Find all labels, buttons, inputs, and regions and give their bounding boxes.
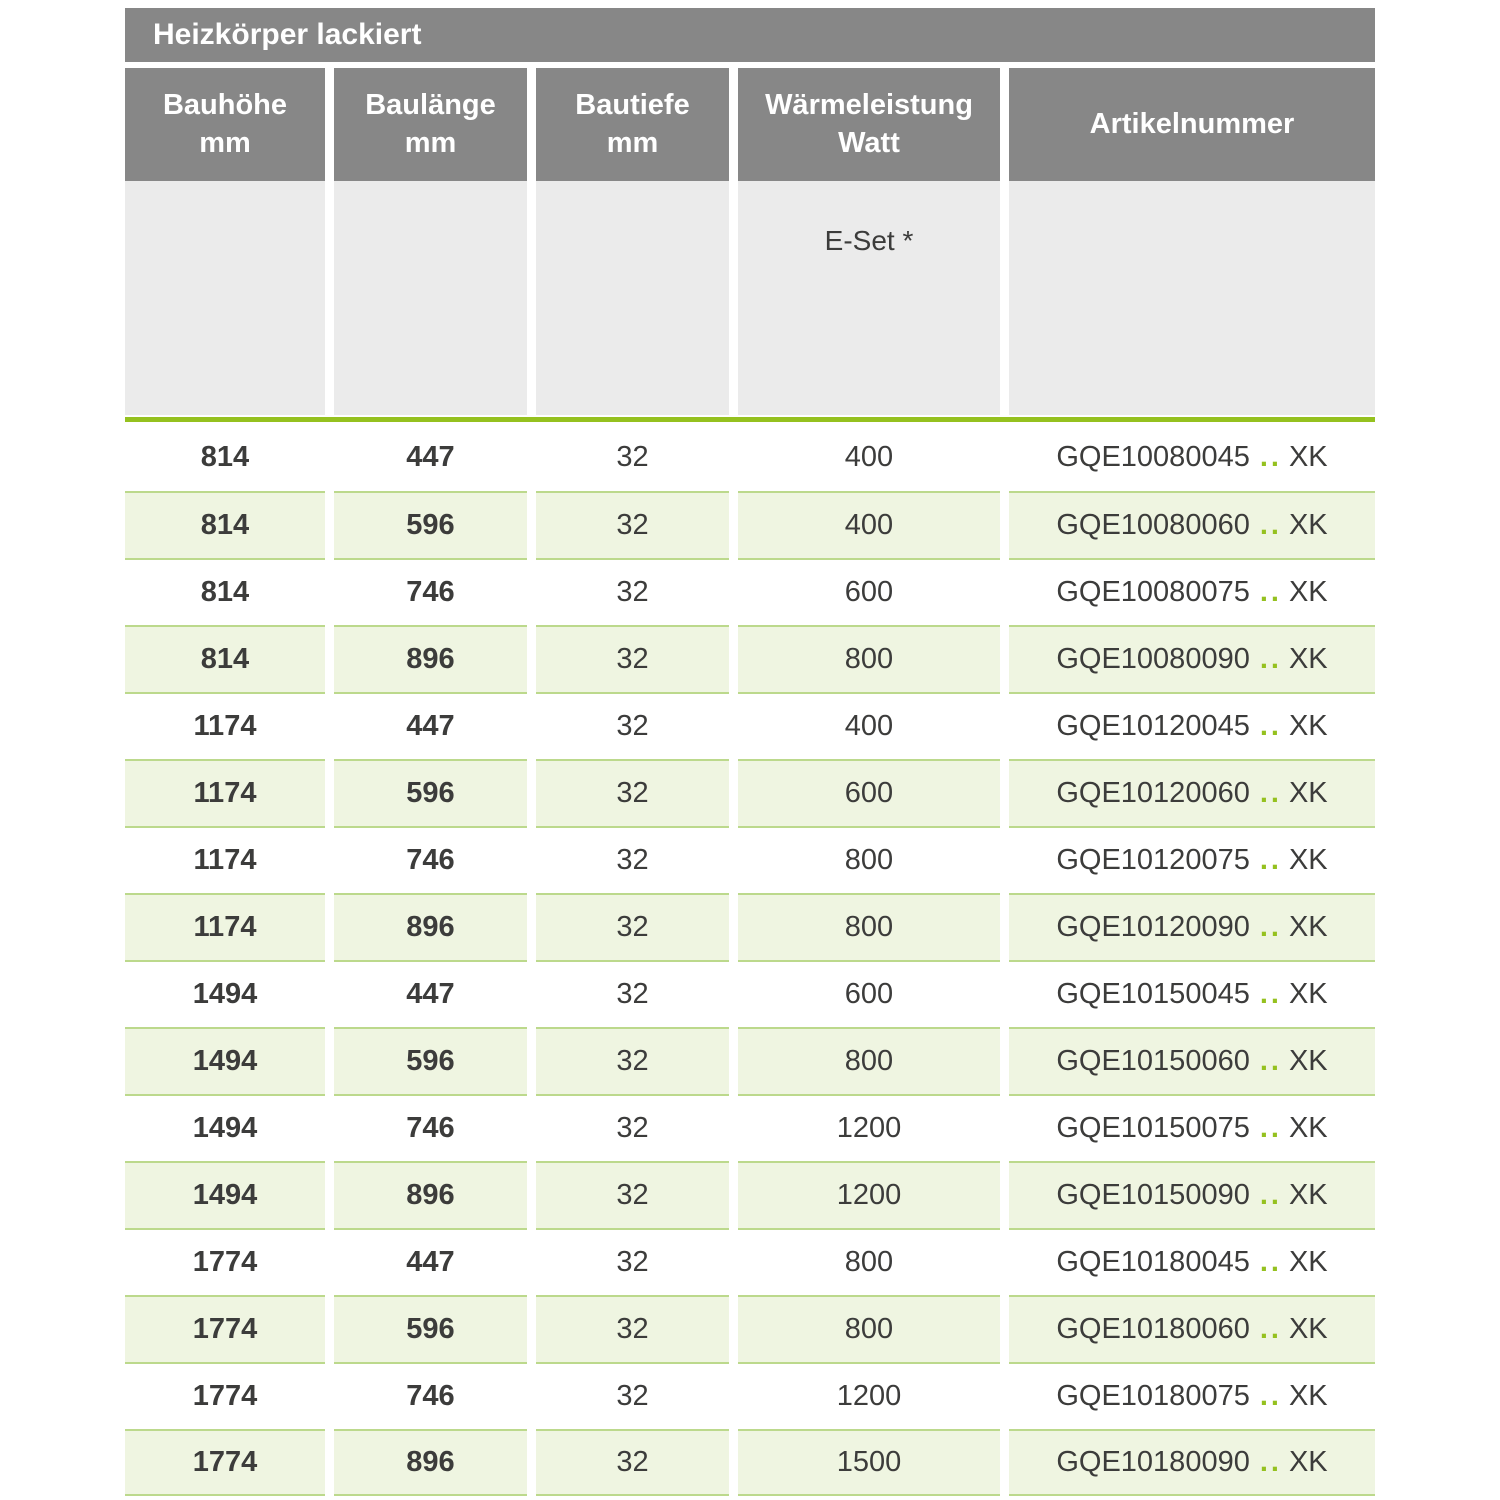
- article-prefix: GQE10120045: [1056, 710, 1250, 742]
- article-suffix: XK: [1288, 1313, 1328, 1345]
- cell-baulaenge: 896: [334, 893, 527, 960]
- table-row: [125, 893, 1375, 960]
- table-body: [125, 424, 1375, 1496]
- cell-baulaenge: 447: [334, 424, 527, 491]
- article-suffix: XK: [1288, 509, 1328, 541]
- subheader-eset: [738, 181, 1000, 415]
- article-prefix: GQE10180060: [1056, 1313, 1250, 1345]
- article-suffix: XK: [1288, 643, 1328, 675]
- cell-artikelnummer: [1009, 692, 1375, 759]
- cell-bautiefe: 32: [536, 893, 729, 960]
- cell-artikelnummer: [1009, 625, 1375, 692]
- cell-baulaenge: 596: [334, 491, 527, 558]
- table-row: [125, 491, 1375, 558]
- article-dots: ..: [1259, 911, 1282, 943]
- cell-bautiefe: 32: [536, 1161, 729, 1228]
- cell-baulaenge: 447: [334, 1228, 527, 1295]
- article-prefix: GQE10150075: [1056, 1112, 1250, 1144]
- cell-baulaenge: 896: [334, 1429, 527, 1496]
- header-baulaenge: Baulänge mm: [334, 68, 527, 181]
- cell-artikelnummer: [1009, 960, 1375, 1027]
- article-prefix: GQE10080045: [1056, 441, 1250, 473]
- article-dots: ..: [1259, 1313, 1282, 1345]
- cell-bauhoehe: 1774: [125, 1429, 325, 1496]
- article-dots: ..: [1259, 1179, 1282, 1211]
- cell-watt: 800: [738, 1027, 1000, 1094]
- table-row: [125, 558, 1375, 625]
- cell-watt: 400: [738, 491, 1000, 558]
- cell-watt: 400: [738, 424, 1000, 491]
- cell-bautiefe: 32: [536, 1362, 729, 1429]
- article-prefix: GQE10080075: [1056, 576, 1250, 608]
- article-suffix: XK: [1288, 441, 1328, 473]
- cell-watt: 600: [738, 960, 1000, 1027]
- article-suffix: XK: [1288, 1045, 1328, 1077]
- cell-watt: 800: [738, 1228, 1000, 1295]
- cell-bautiefe: 32: [536, 1228, 729, 1295]
- header-bautiefe: Bautiefe mm: [536, 68, 729, 181]
- article-suffix: XK: [1288, 911, 1328, 943]
- cell-bautiefe: 32: [536, 826, 729, 893]
- cell-bauhoehe: 1494: [125, 960, 325, 1027]
- article-dots: ..: [1259, 1112, 1282, 1144]
- table-row: [125, 625, 1375, 692]
- cell-artikelnummer: [1009, 424, 1375, 491]
- cell-artikelnummer: [1009, 1429, 1375, 1496]
- table-title: Heizkörper lackiert: [153, 18, 422, 51]
- article-suffix: XK: [1288, 1246, 1328, 1278]
- cell-artikelnummer: [1009, 893, 1375, 960]
- cell-baulaenge: 746: [334, 1094, 527, 1161]
- cell-baulaenge: 596: [334, 1027, 527, 1094]
- table-row: [125, 826, 1375, 893]
- table-row: [125, 960, 1375, 1027]
- article-dots: ..: [1259, 844, 1282, 876]
- cell-bauhoehe: 1494: [125, 1161, 325, 1228]
- cell-artikelnummer: [1009, 1161, 1375, 1228]
- article-suffix: XK: [1288, 1112, 1328, 1144]
- table-header-row: [125, 68, 1375, 181]
- article-dots: ..: [1259, 710, 1282, 742]
- cell-artikelnummer: [1009, 1362, 1375, 1429]
- cell-baulaenge: 596: [334, 1295, 527, 1362]
- cell-artikelnummer: [1009, 1027, 1375, 1094]
- article-prefix: GQE10150090: [1056, 1179, 1250, 1211]
- article-suffix: XK: [1288, 844, 1328, 876]
- article-prefix: GQE10180090: [1056, 1446, 1250, 1478]
- product-table: [125, 8, 1375, 1496]
- table-row: [125, 1161, 1375, 1228]
- article-dots: ..: [1259, 643, 1282, 675]
- article-dots: ..: [1259, 509, 1282, 541]
- cell-bautiefe: 32: [536, 625, 729, 692]
- cell-bautiefe: 32: [536, 1094, 729, 1161]
- cell-watt: 600: [738, 759, 1000, 826]
- cell-baulaenge: 447: [334, 692, 527, 759]
- cell-bauhoehe: 1174: [125, 692, 325, 759]
- article-suffix: XK: [1288, 777, 1328, 809]
- cell-bautiefe: 32: [536, 1027, 729, 1094]
- header-waermeleistung: Wärmeleistung Watt: [738, 68, 1000, 181]
- table-subheader-row: [125, 181, 1375, 415]
- article-dots: ..: [1259, 441, 1282, 473]
- article-prefix: GQE10150060: [1056, 1045, 1250, 1077]
- article-prefix: GQE10120090: [1056, 911, 1250, 943]
- article-dots: ..: [1259, 1246, 1282, 1278]
- cell-bauhoehe: 1174: [125, 826, 325, 893]
- cell-baulaenge: 746: [334, 1362, 527, 1429]
- header-bauhoehe: Bauhöhe mm: [125, 68, 325, 181]
- article-prefix: GQE10120060: [1056, 777, 1250, 809]
- table-row: [125, 1362, 1375, 1429]
- cell-bautiefe: 32: [536, 692, 729, 759]
- table-row: [125, 1027, 1375, 1094]
- cell-bauhoehe: 1174: [125, 893, 325, 960]
- cell-artikelnummer: [1009, 1228, 1375, 1295]
- cell-bauhoehe: 1494: [125, 1094, 325, 1161]
- cell-watt: 1500: [738, 1429, 1000, 1496]
- cell-watt: 800: [738, 625, 1000, 692]
- cell-artikelnummer: [1009, 1295, 1375, 1362]
- header-artikelnummer: Artikelnummer: [1009, 68, 1375, 181]
- table-row: [125, 692, 1375, 759]
- cell-baulaenge: 746: [334, 826, 527, 893]
- table-row: [125, 759, 1375, 826]
- cell-bautiefe: 32: [536, 1429, 729, 1496]
- cell-baulaenge: 896: [334, 625, 527, 692]
- table-row: [125, 1295, 1375, 1362]
- cell-artikelnummer: [1009, 1094, 1375, 1161]
- table-title-bar: [125, 8, 1375, 62]
- article-suffix: XK: [1288, 1446, 1328, 1478]
- article-dots: ..: [1259, 1380, 1282, 1412]
- cell-watt: 1200: [738, 1161, 1000, 1228]
- article-suffix: XK: [1288, 978, 1328, 1010]
- cell-artikelnummer: [1009, 759, 1375, 826]
- cell-baulaenge: 596: [334, 759, 527, 826]
- cell-watt: 1200: [738, 1094, 1000, 1161]
- cell-artikelnummer: [1009, 826, 1375, 893]
- cell-bautiefe: 32: [536, 424, 729, 491]
- cell-bautiefe: 32: [536, 558, 729, 625]
- eset-label: E-Set *: [824, 225, 914, 256]
- article-suffix: XK: [1288, 710, 1328, 742]
- article-prefix: GQE10080060: [1056, 509, 1250, 541]
- cell-bautiefe: 32: [536, 960, 729, 1027]
- article-prefix: GQE10150045: [1056, 978, 1250, 1010]
- cell-bauhoehe: 814: [125, 625, 325, 692]
- article-suffix: XK: [1288, 576, 1328, 608]
- cell-bauhoehe: 1494: [125, 1027, 325, 1094]
- article-suffix: XK: [1288, 1179, 1328, 1211]
- cell-baulaenge: 447: [334, 960, 527, 1027]
- cell-watt: 600: [738, 558, 1000, 625]
- article-dots: ..: [1259, 1446, 1282, 1478]
- subheader-bauhoehe: [125, 181, 325, 415]
- cell-watt: 800: [738, 893, 1000, 960]
- article-dots: ..: [1259, 576, 1282, 608]
- article-prefix: GQE10180075: [1056, 1380, 1250, 1412]
- article-dots: ..: [1259, 777, 1282, 809]
- subheader-baulaenge: [334, 181, 527, 415]
- article-prefix: GQE10180045: [1056, 1246, 1250, 1278]
- subheader-bautiefe: [536, 181, 729, 415]
- subheader-artikelnummer: [1009, 181, 1375, 415]
- cell-bauhoehe: 1174: [125, 759, 325, 826]
- cell-watt: 800: [738, 826, 1000, 893]
- article-prefix: GQE10080090: [1056, 643, 1250, 675]
- article-dots: ..: [1259, 978, 1282, 1010]
- cell-watt: 800: [738, 1295, 1000, 1362]
- cell-bautiefe: 32: [536, 1295, 729, 1362]
- cell-bauhoehe: 814: [125, 424, 325, 491]
- article-prefix: GQE10120075: [1056, 844, 1250, 876]
- cell-artikelnummer: [1009, 558, 1375, 625]
- cell-bautiefe: 32: [536, 491, 729, 558]
- cell-watt: 400: [738, 692, 1000, 759]
- cell-bauhoehe: 1774: [125, 1228, 325, 1295]
- table-row: [125, 1228, 1375, 1295]
- article-suffix: XK: [1288, 1380, 1328, 1412]
- table-row: [125, 1094, 1375, 1161]
- cell-baulaenge: 896: [334, 1161, 527, 1228]
- cell-watt: 1200: [738, 1362, 1000, 1429]
- cell-artikelnummer: [1009, 491, 1375, 558]
- accent-divider: [125, 417, 1375, 422]
- table-row: [125, 424, 1375, 491]
- cell-bauhoehe: 814: [125, 491, 325, 558]
- cell-bauhoehe: 814: [125, 558, 325, 625]
- table-row: [125, 1429, 1375, 1496]
- article-dots: ..: [1259, 1045, 1282, 1077]
- cell-bauhoehe: 1774: [125, 1295, 325, 1362]
- cell-bautiefe: 32: [536, 759, 729, 826]
- cell-bauhoehe: 1774: [125, 1362, 325, 1429]
- cell-baulaenge: 746: [334, 558, 527, 625]
